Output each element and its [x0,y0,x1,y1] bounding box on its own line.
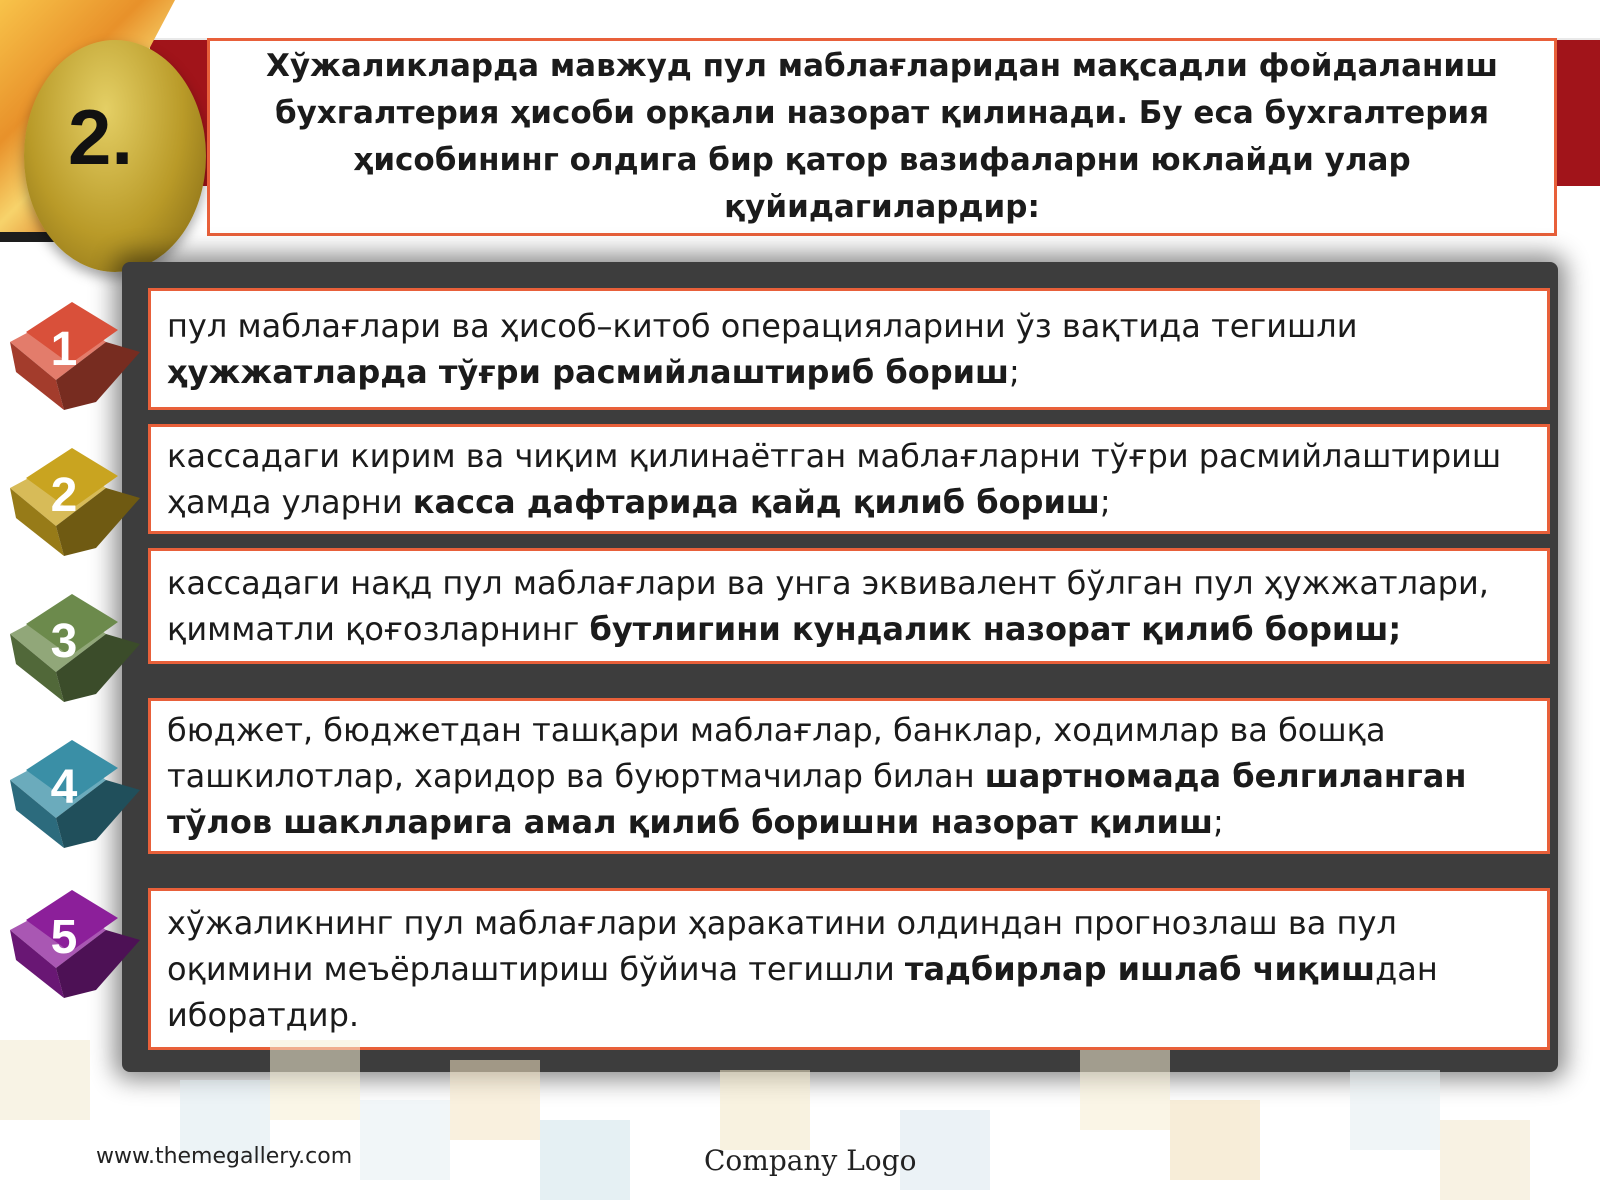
number-cube-5 [6,880,146,1006]
list-item-3 [148,548,1550,664]
number-cube-2 [6,438,146,564]
number-cube-1 [6,292,146,418]
item-text [167,707,1533,845]
item-text-bold: тадбирлар ишлаб чиқиш [904,950,1376,988]
list-item-1 [148,288,1550,410]
number-cube-4 [6,730,146,856]
header-accent-right [1556,40,1600,186]
item-text-bold: шартномада белгиланган тўлов шаклларига амал қилиб боришни назорат қилиш [167,757,1467,841]
item-text-plain: хўжаликнинг пул маблағлари ҳаракатини олдиндан прогнозлаш ва пул оқимини меъёрлаштириш бўйича тегишли [167,904,1397,988]
item-text-after: ; [1099,483,1111,521]
number-cube-3 [6,584,146,710]
cube-number: 5 [50,911,78,964]
list-item-4 [148,698,1550,854]
item-text-plain: кассадаги кирим ва чиқим қилинаётган маблағларни тўғри расмийлаштириш ҳамда уларни [167,437,1502,521]
badge-number: 2. [68,93,134,181]
item-text-plain: кассадаги нақд пул маблағлари ва унга эквивалент бўлган пул ҳужжатлари, қимматли қоғозларнинг [167,564,1489,648]
footer-url: www.themegallery.com [96,1144,353,1169]
list-item-5 [148,888,1550,1050]
item-text-after: ; [1009,353,1020,391]
item-text-plain: бюджет, бюджетдан ташқари маблағлар, банклар, ходимлар ва бошқа ташкилотлар, харидор ва буюртмачилар билан [167,711,1386,795]
cube-number: 3 [50,615,78,668]
item-text-bold: касса дафтарида қайд қилиб бориш [412,483,1100,521]
item-text [167,900,1533,1038]
cube-number: 2 [50,469,78,522]
item-text [167,303,1533,395]
item-text [167,433,1533,525]
item-text-plain: пул маблағлари ва ҳисоб–китоб операцияларини ўз вақтида тегишли [167,307,1358,345]
list-item-2 [148,424,1550,534]
cube-number: 4 [50,761,78,814]
item-text-after: дан иборатдир. [167,950,1438,1034]
company-logo: Company Logo [704,1144,917,1177]
item-text-bold: бутлигини кундалик назорат қилиб бориш; [589,610,1402,648]
cube-number: 1 [50,323,78,376]
item-text-bold: ҳужжатларда тўғри расмийлаштириб бориш [167,353,1009,391]
slide-title: Хўжаликларда мавжуд пул маблағларидан мақсадли фойдаланиш бухгалтерия ҳисоби орқали назорат қилинади. Бу еса бухгалтерия ҳисобининг олдига бир қатор вазифаларни юклайди улар қуйидагилардир: [265,48,1499,225]
item-text-after: ; [1212,803,1224,841]
item-text [167,560,1533,652]
title-box [207,38,1557,236]
